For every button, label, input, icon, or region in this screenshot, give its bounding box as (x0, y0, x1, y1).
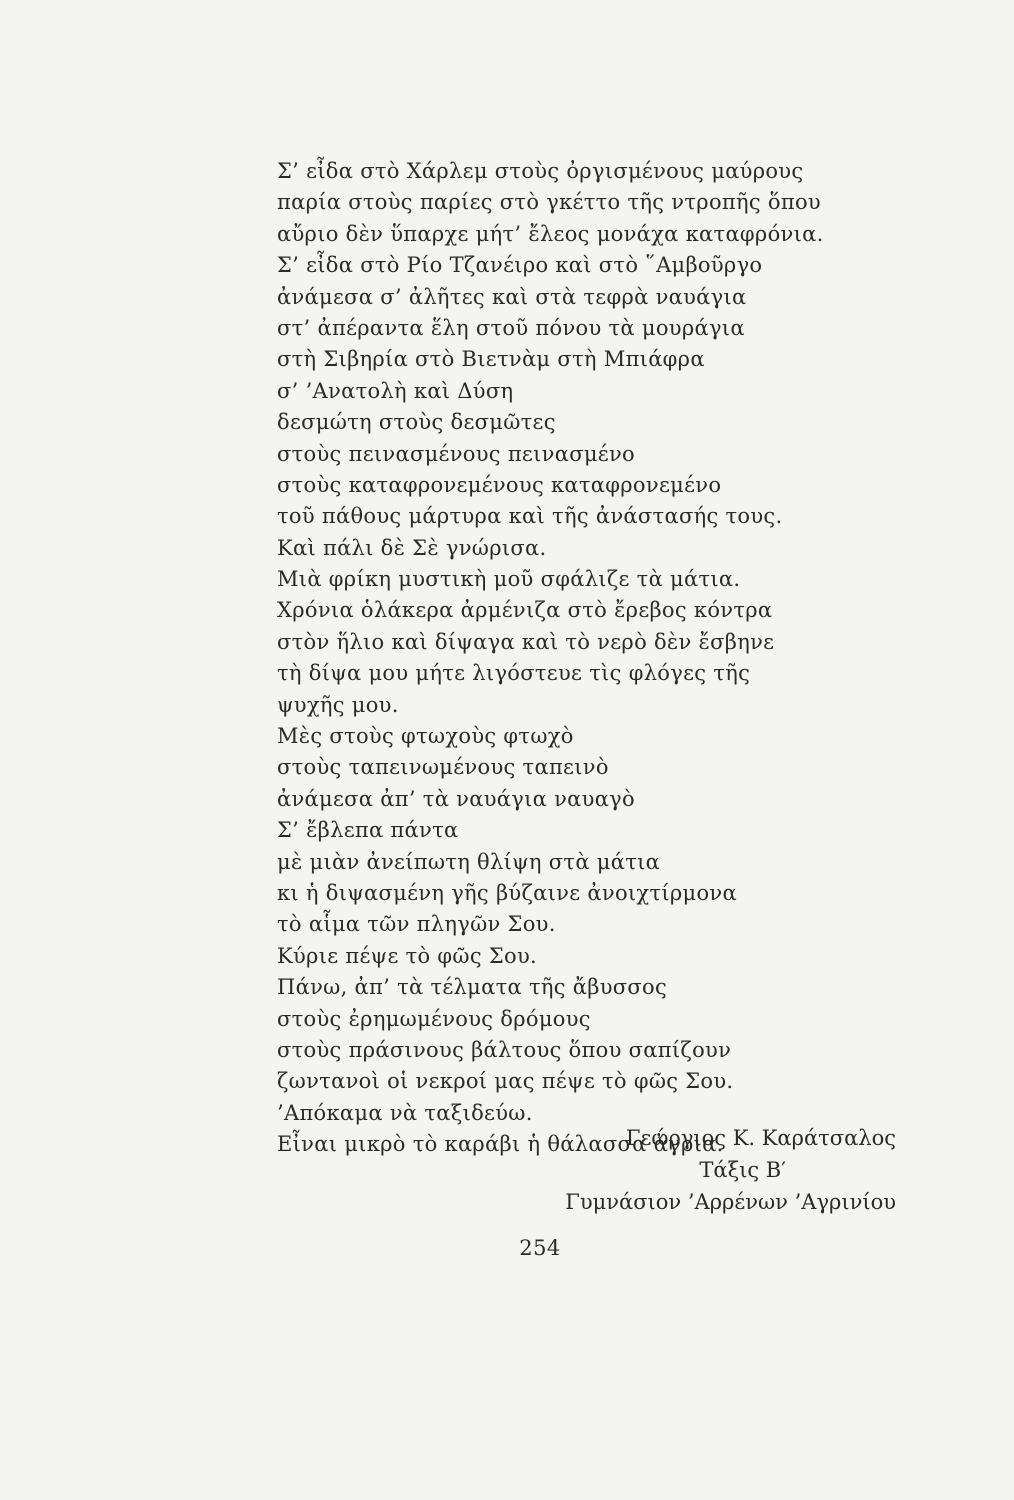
poem-line: Σ’ εἶδα στὸ Χάρλεμ στοὺς ὀργισμένους μαύρους (277, 159, 804, 183)
poem-line: σ’ ’Ανατολὴ καὶ Δύση (277, 378, 514, 403)
poem-line: Σ’ ἔβλεπα πάντα (277, 818, 459, 843)
poem-line: ζωντανοὶ οἱ νεκροί μας πέψε τὸ φῶς Σου. (277, 1069, 734, 1094)
poem-line: στοὺς καταφρονεμένους καταφρονεμένο (277, 472, 722, 497)
poem-line: τὸ αἷμα τῶν πληγῶν Σου. (277, 912, 556, 937)
poem-line: Εἶναι μικρὸ τὸ καράβι ἡ θάλασσα ἄγρια. (277, 1132, 724, 1157)
poem-line: αὔριο δὲν ὕπαρχε μήτ’ ἔλεος μονάχα καταφρόνια. (277, 221, 824, 246)
poem-line: παρία στοὺς παρίες στὸ γκέττο τῆς ντροπῆς ὅπου (277, 190, 821, 215)
author-class: Τάξις Β′ (699, 1158, 786, 1182)
poem-line: στὴ Σιβηρία στὸ Βιετνὰμ στὴ Μπιάφρα (277, 347, 705, 372)
poem-line: στοὺς πεινασμένους πεινασμένο (277, 441, 635, 466)
poem-line: ’Απόκαμα νὰ ταξιδεύω. (277, 1100, 533, 1125)
poem-line: τὴ δίψα μου μήτε λιγόστευε τὶς φλόγες τῆς (277, 661, 751, 686)
author-school: Γυμνάσιον ’Αρρένων ’Αγρινίου (565, 1190, 896, 1214)
poem-line: Μιὰ φρίκη μυστικὴ μοῦ σφάλιζε τὰ μάτια. (277, 567, 741, 592)
poem-line: Σ’ εἶδα στὸ Ρίο Τζανέιρο καὶ στὸ ῞Αμβοῦργο (277, 253, 763, 278)
poem-line: Καὶ πάλι δὲ Σὲ γνώρισα. (277, 535, 547, 560)
poem-line: Χρόνια ὁλάκερα ἀρμένιζα στὸ ἔρεβος κόντρα (277, 598, 773, 623)
poem-line: στὸν ἥλιο καὶ δίψαγα καὶ τὸ νερὸ δὲν ἔσβηνε (277, 629, 775, 654)
poem-line: ψυχῆς μου. (277, 692, 399, 717)
poem-line: δεσμώτη στοὺς δεσμῶτες (277, 410, 556, 435)
poem-line: Μὲς στοὺς φτωχοὺς φτωχὸ (277, 724, 574, 749)
poem-line: ἀνάμεσα σ’ ἀλῆτες καὶ στὰ τεφρὰ ναυάγια (277, 284, 747, 309)
poem-line: στοὺς ἐρημωμένους δρόμους (277, 1006, 591, 1031)
poem-line: στοὺς ταπεινωμένους ταπεινὸ (277, 755, 609, 780)
poem-line: Πάνω, ἀπ’ τὰ τέλματα τῆς ἄβυσσος (277, 975, 668, 1000)
poem-line: στ’ ἀπέραντα ἕλη στοῦ πόνου τὰ μουράγια (277, 315, 745, 340)
page-number: 254 (519, 1236, 561, 1260)
poem-line: τοῦ πάθους μάρτυρα καὶ τῆς ἀνάστασής τους. (277, 504, 783, 529)
author-name: Γεώργιος Κ. Καράτσαλος (625, 1126, 896, 1150)
poem-line: Κύριε πέψε τὸ φῶς Σου. (277, 943, 538, 968)
poem-line: στοὺς πράσινους βάλτους ὅπου σαπίζουν (277, 1037, 732, 1062)
poem-line: ἀνάμεσα ἀπ’ τὰ ναυάγια ναυαγὸ (277, 786, 635, 811)
author-signature-block (565, 1122, 896, 1218)
poem-line: μὲ μιὰν ἀνείπωτη θλίψη στὰ μάτια (277, 849, 661, 874)
poem-text (277, 156, 897, 1161)
poem-line: κι ἡ διψασμένη γῆς βύζαινε ἀνοιχτίρμονα (277, 880, 737, 905)
